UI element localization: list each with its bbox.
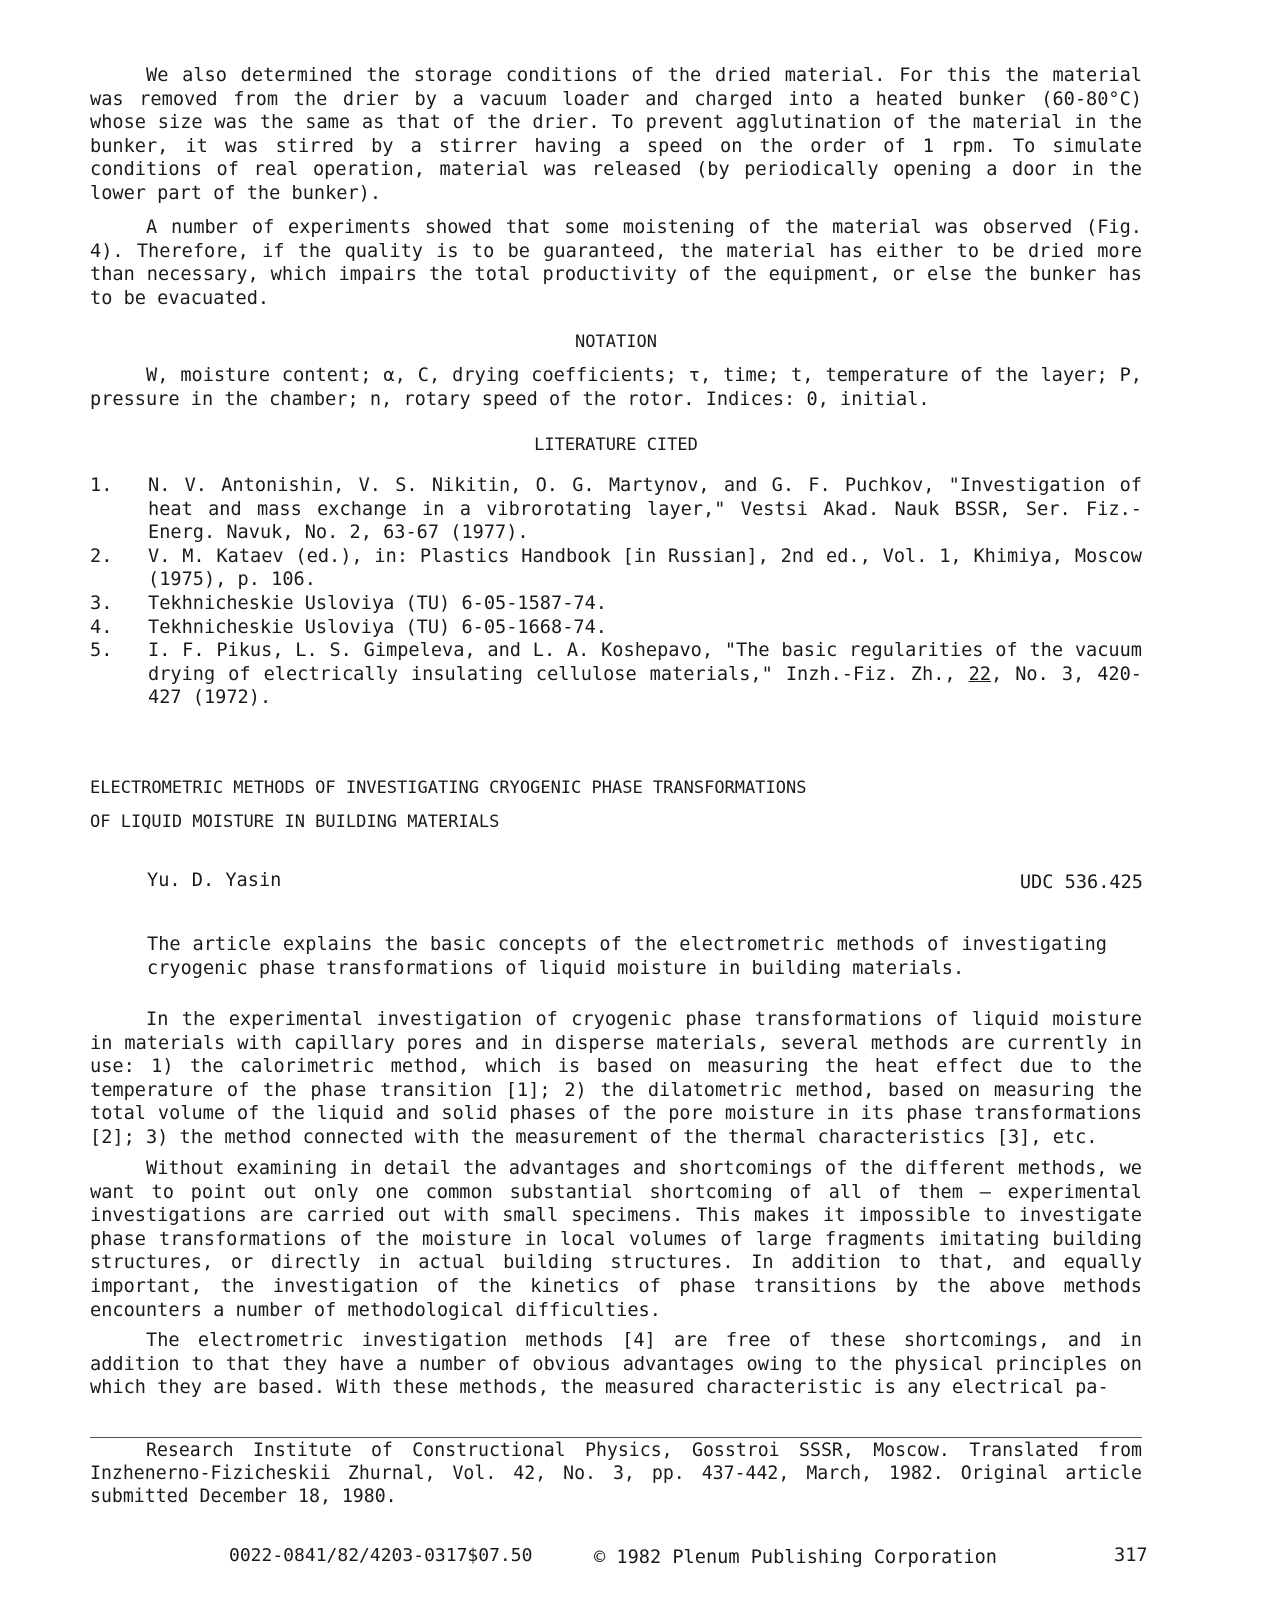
reference-number: 5. bbox=[90, 640, 113, 662]
reference-number: 4. bbox=[90, 616, 113, 638]
notation-heading: NOTATION bbox=[575, 332, 657, 352]
paragraph-storage-conditions: We also determined the storage conditions of the dried material. For this the material was removed from the drier by a vacuum loader and charged into a heated bunker (60-80°C) whose size was the same as that of the drier. To prevent agglutination of the material in the bunker, it was stirred by a stirrer having a speed on the order of 1 rpm. To simulate conditions of real operation, material was released (by periodically opening a door in the lower part of the bunker). bbox=[90, 65, 1142, 204]
article-abstract: The article explains the basic concepts of the electrometric methods of investigating cryogenic phase transformations of liquid moisture in building materials. bbox=[147, 934, 1107, 979]
reference-item bbox=[90, 545, 1142, 592]
literature-heading: LITERATURE CITED bbox=[534, 435, 698, 455]
article-author: Yu. D. Yasin bbox=[147, 870, 282, 891]
reference-item bbox=[90, 592, 1142, 616]
reference-number: 1. bbox=[90, 475, 113, 496]
paragraph-moistening: A number of experiments showed that some moistening of the material was observed (Fig. 4). Therefore, if the quality is to be guaranteed, the material has either to be dried more than necessary, which impairs the total productivity of the equipment, or else the bunker has to be evacuated. bbox=[90, 217, 1142, 309]
reference-volume: 22 bbox=[968, 663, 991, 685]
notation-text: W, moisture content; α, C, drying coefficients; τ, time; t, temperature of the layer; P, pressure in the chamber; n, rotary speed of the rotor. Indices: 0, initial. bbox=[90, 365, 1142, 410]
article-code: 0022-0841/82/4203-0317$07.50 bbox=[229, 1545, 533, 1566]
reference-text: N. V. Antonishin, V. S. Nikitin, O. G. Martynov, and G. F. Puchkov, "Investigation of heat and mass exchange in a vibrorotating layer," Vestsi Akad. Nauk BSSR, Ser. Fiz.-Energ. Navuk, No. 2, 63-67 (1977). bbox=[148, 475, 1142, 544]
footnote-divider bbox=[90, 1437, 1142, 1438]
reference-text: Tekhnicheskie Usloviya (TU) 6-05-1587-74. bbox=[148, 592, 607, 614]
reference-number: 2. bbox=[90, 545, 113, 567]
reference-text: Tekhnicheskie Usloviya (TU) 6-05-1668-74. bbox=[148, 616, 607, 638]
reference-number: 3. bbox=[90, 592, 113, 614]
reference-item bbox=[90, 616, 1142, 640]
reference-text bbox=[148, 639, 1142, 710]
paragraph-electrometric: The electrometric investigation methods [4] are free of these shortcomings, and in addition to that they have a number of obvious advantages owing to the physical principles on which they are based. With these methods, the measured characteristic is any electrical pa- bbox=[90, 1330, 1142, 1399]
reference-item bbox=[90, 474, 1142, 545]
copyright-notice: © 1982 Plenum Publishing Corporation bbox=[594, 1547, 997, 1568]
reference-text-part: , No. 3, 420-427 (1972). bbox=[148, 663, 1143, 709]
reference-text-part: I. F. Pikus, L. S. Gimpeleva, and L. A. Koshepavo, "The basic regularities of the vacuum drying of electrically insulating cellulose materials," Inzh.-Fiz. Zh., bbox=[148, 640, 1142, 685]
reference-item bbox=[90, 639, 1142, 710]
article-title-line-2: OF LIQUID MOISTURE IN BUILDING MATERIALS bbox=[90, 812, 500, 832]
udc-code: UDC 536.425 bbox=[1019, 872, 1143, 893]
reference-list bbox=[90, 474, 1142, 710]
reference-text: V. M. Kataev (ed.), in: Plastics Handbook [in Russian], 2nd ed., Vol. 1, Khimiya, Moscow (1975), p. 106. bbox=[148, 545, 1142, 591]
footnote: Research Institute of Constructional Physics, Gosstroi SSSR, Moscow. Translated from Inzhenerno-Fizicheskii Zhurnal, Vol. 42, No. 3, pp. 437-442, March, 1982. Original article submitted December 18, 1980. bbox=[90, 1440, 1142, 1507]
paragraph-shortcomings: Without examining in detail the advantages and shortcomings of the different methods, we want to point out only one common substantial shortcoming of all of them — experimental investigations are carried out with small specimens. This makes it impossible to investigate phase transformations of the moisture in local volumes of large fragments imitating building structures, or directly in actual building structures. In addition to that, and equally important, the investigation of the kinetics of phase transitions by the above methods encounters a number of methodological difficulties. bbox=[90, 1158, 1142, 1321]
page-number: 317 bbox=[1114, 1545, 1148, 1566]
paragraph-methods: In the experimental investigation of cryogenic phase transformations of liquid moisture in materials with capillary pores and in disperse materials, several methods are currently in use: 1) the calorimetric method, which is based on measuring the heat effect due to the temperature of the phase transition [1]; 2) the dilatometric method, based on measuring the total volume of the liquid and solid phases of the pore moisture in its phase transformations [2]; 3) the method connected with the measurement of the thermal characteristics [3], etc. bbox=[90, 1009, 1142, 1148]
article-title-line-1: ELECTROMETRIC METHODS OF INVESTIGATING CRYOGENIC PHASE TRANSFORMATIONS bbox=[90, 778, 807, 798]
